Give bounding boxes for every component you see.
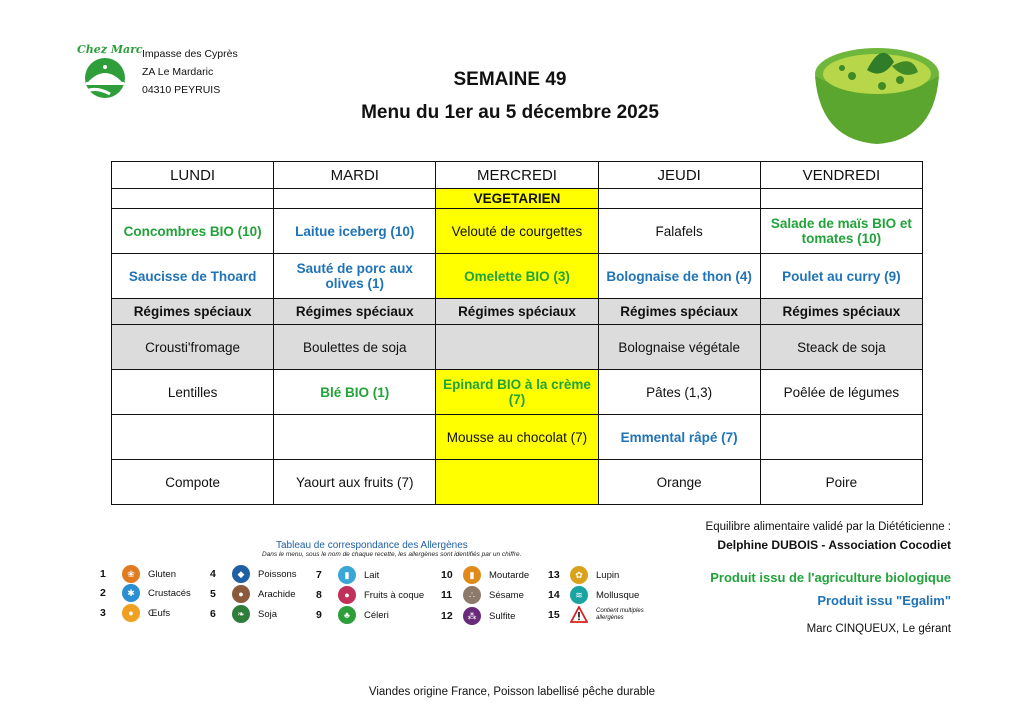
vegetarian-label: VEGETARIEN — [436, 189, 598, 209]
menu-cell — [112, 189, 274, 209]
allergen-table-title: Tableau de correspondance des Allergènes — [276, 540, 468, 551]
allergen-item — [441, 607, 515, 625]
allergen-item — [210, 585, 296, 603]
allergen-label: Gluten — [148, 568, 176, 580]
allergen-label: Sulfite — [489, 610, 516, 622]
menu-cell: Omelette BIO (3) — [436, 254, 598, 299]
allergen-number: 5 — [210, 588, 216, 600]
allergen-label: Contient multiples allergènes — [596, 608, 644, 621]
nut-icon: ● — [338, 586, 356, 604]
menu-cell: Bolognaise végétale — [598, 325, 760, 370]
allergen-label: Fruits à coque — [364, 589, 425, 601]
allergen-item — [316, 566, 379, 584]
menu-cell: Saucisse de Thoard — [112, 254, 274, 299]
special-diet-label: Régimes spéciaux — [760, 299, 922, 325]
egalim-legend: Produit issu "Egalim" — [817, 593, 951, 608]
special-diet-label: Régimes spéciaux — [598, 299, 760, 325]
allergen-number: 13 — [548, 569, 560, 581]
day-header: LUNDI — [112, 162, 274, 189]
menu-cell: Mousse au chocolat (7) — [436, 415, 598, 460]
day-header: MARDI — [274, 162, 436, 189]
allergen-item — [210, 605, 277, 623]
allergen-item — [100, 584, 191, 602]
allergen-label: Céleri — [364, 609, 389, 621]
mustard-icon: ▮ — [463, 566, 481, 584]
allergen-number: 15 — [548, 609, 560, 621]
menu-cell: Poulet au curry (9) — [760, 254, 922, 299]
fish-icon: ◆ — [232, 565, 250, 583]
soy-icon: ❧ — [232, 605, 250, 623]
crab-icon: ✱ — [122, 584, 140, 602]
peanut-icon: ● — [232, 585, 250, 603]
menu-cell: Orange — [598, 460, 760, 505]
allergen-number: 1 — [100, 568, 106, 580]
allergen-label: Sésame — [489, 589, 524, 601]
dietitian-name: Delphine DUBOIS - Association Cocodiet — [717, 538, 951, 552]
grape-icon: ⁂ — [463, 607, 481, 625]
address-block — [142, 45, 238, 99]
special-diet-label: Régimes spéciaux — [112, 299, 274, 325]
shell-icon: ≋ — [570, 586, 588, 604]
warning-icon — [570, 606, 588, 624]
menu-cell — [112, 415, 274, 460]
footer-note: Viandes origine France, Poisson labellisé pêche durable — [368, 686, 656, 698]
weekly-menu-table — [111, 161, 923, 505]
menu-cell: Pâtes (1,3) — [598, 370, 760, 415]
allergen-number: 10 — [441, 569, 453, 581]
menu-cell — [436, 325, 598, 370]
allergen-label: Œufs — [148, 607, 171, 619]
allergen-number: 11 — [441, 589, 453, 601]
main-row — [112, 254, 923, 299]
day-header: JEUDI — [598, 162, 760, 189]
allergen-item — [548, 566, 619, 584]
menu-dates-title: Menu du 1er au 5 décembre 2025 — [361, 102, 659, 123]
address-line: ZA Le Mardaric — [142, 66, 214, 78]
allergen-item — [316, 606, 389, 624]
celery-icon: ♣ — [338, 606, 356, 624]
address-line: 04310 PEYRUIS — [142, 84, 221, 96]
manager-signature: Marc CINQUEUX, Le gérant — [806, 623, 951, 635]
starter-row — [112, 209, 923, 254]
allergen-label: Soja — [258, 608, 278, 620]
logo-text: Chez Marc — [77, 43, 143, 56]
menu-cell — [274, 415, 436, 460]
allergen-item — [441, 586, 524, 604]
special-diet-label: Régimes spéciaux — [274, 299, 436, 325]
menu-cell: Compote — [112, 460, 274, 505]
allergen-number: 14 — [548, 589, 560, 601]
dairy-row — [112, 415, 923, 460]
lupin-icon: ✿ — [570, 566, 588, 584]
allergen-number: 3 — [100, 607, 106, 619]
dessert-row — [112, 460, 923, 505]
menu-cell: Salade de maïs BIO et tomates (10) — [760, 209, 922, 254]
allergen-table-subtitle: Dans le menu, sous le nom de chaque recette, les allergènes sont identifiés par un chiffre. — [262, 551, 522, 558]
vegetarian-row — [112, 189, 923, 209]
wheat-icon: ❀ — [122, 565, 140, 583]
menu-cell: Laitue iceberg (10) — [274, 209, 436, 254]
allergen-number: 4 — [210, 568, 216, 580]
special-diets-row — [112, 299, 923, 325]
allergen-item — [548, 586, 639, 604]
menu-cell: Crousti'fromage — [112, 325, 274, 370]
allergen-item — [441, 566, 529, 584]
allergen-label: Poissons — [258, 568, 297, 580]
allergen-number: 12 — [441, 610, 453, 622]
allergen-number: 9 — [316, 609, 322, 621]
menu-cell: Lentilles — [112, 370, 274, 415]
days-header-row — [112, 162, 923, 189]
menu-cell: Emmental râpé (7) — [598, 415, 760, 460]
bio-legend: Produit issu de l'agriculture biologique — [710, 570, 951, 585]
sesame-icon: ∴ — [463, 586, 481, 604]
menu-cell — [436, 460, 598, 505]
menu-cell — [760, 415, 922, 460]
special-main-row — [112, 325, 923, 370]
allergen-label: Crustacés — [148, 587, 191, 599]
day-header: MERCREDI — [436, 162, 598, 189]
menu-cell — [274, 189, 436, 209]
allergen-number: 8 — [316, 589, 322, 601]
address-line: Impasse des Cyprès — [142, 48, 238, 60]
milk-icon: ▮ — [338, 566, 356, 584]
menu-cell: Sauté de porc aux olives (1) — [274, 254, 436, 299]
soup-bowl-icon — [812, 40, 942, 148]
egg-icon: ● — [122, 604, 140, 622]
allergen-item — [210, 565, 297, 583]
menu-cell: Falafels — [598, 209, 760, 254]
menu-cell — [598, 189, 760, 209]
menu-cell: Bolognaise de thon (4) — [598, 254, 760, 299]
menu-cell: Yaourt aux fruits (7) — [274, 460, 436, 505]
menu-cell: Blé BIO (1) — [274, 370, 436, 415]
allergen-label: Arachide — [258, 588, 296, 600]
allergen-item — [100, 565, 176, 583]
menu-cell — [760, 189, 922, 209]
menu-cell: Epinard BIO à la crème (7) — [436, 370, 598, 415]
allergen-item — [548, 606, 648, 624]
side-row — [112, 370, 923, 415]
allergen-number: 2 — [100, 587, 106, 599]
allergen-number: 6 — [210, 608, 216, 620]
allergen-label: Mollusque — [596, 589, 640, 601]
day-header: VENDREDI — [760, 162, 922, 189]
allergen-label: Lait — [364, 569, 380, 581]
allergen-label: Moutarde — [489, 569, 530, 581]
allergen-item — [316, 586, 424, 604]
menu-cell: Steack de soja — [760, 325, 922, 370]
allergen-item — [100, 604, 170, 622]
validation-note: Equilibre alimentaire validé par la Diététicienne : — [705, 521, 951, 533]
menu-cell: Poêlée de légumes — [760, 370, 922, 415]
menu-cell: Velouté de courgettes — [436, 209, 598, 254]
menu-cell: Boulettes de soja — [274, 325, 436, 370]
allergen-number: 7 — [316, 569, 322, 581]
week-title: SEMAINE 49 — [453, 69, 567, 90]
allergen-label: Lupin — [596, 569, 620, 581]
special-diet-label: Régimes spéciaux — [436, 299, 598, 325]
menu-cell: Concombres BIO (10) — [112, 209, 274, 254]
menu-cell: Poire — [760, 460, 922, 505]
